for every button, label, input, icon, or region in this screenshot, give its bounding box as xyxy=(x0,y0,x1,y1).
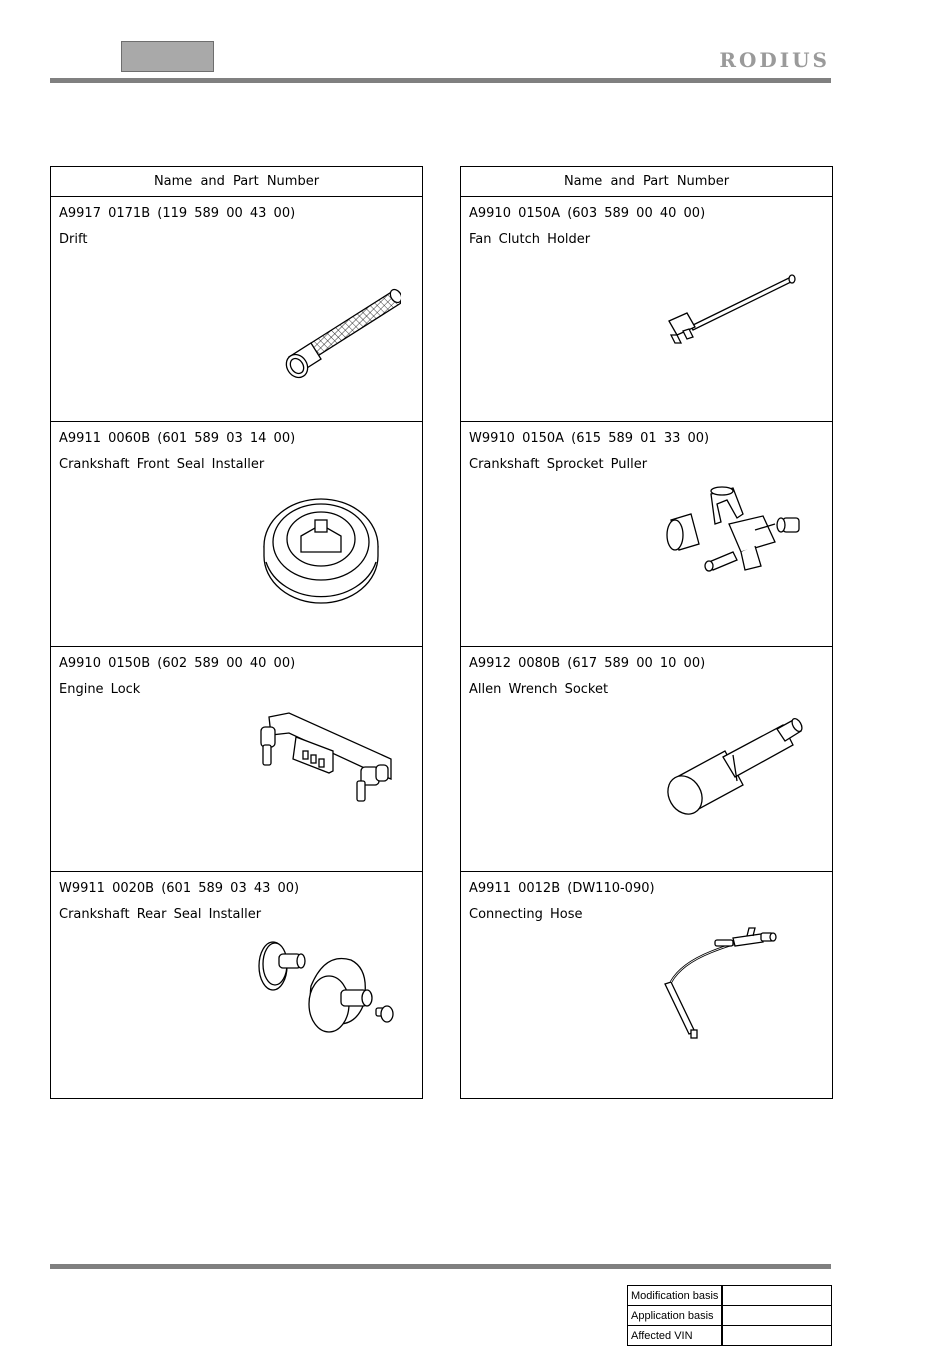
part-number: W9911 0020B (601 589 03 43 00) xyxy=(59,881,300,896)
affected-vin-value xyxy=(722,1326,831,1346)
tool-cell xyxy=(51,422,422,647)
modification-basis-label: Modification basis xyxy=(628,1286,723,1306)
tool-name: Crankshaft Rear Seal Installer xyxy=(59,907,262,922)
rear-seal-installer-icon xyxy=(241,924,401,1079)
drift-icon xyxy=(241,249,401,404)
allen-socket-icon xyxy=(651,699,811,854)
table-row xyxy=(628,1326,832,1346)
tool-cell xyxy=(51,647,422,872)
part-number: W9910 0150A (615 589 01 33 00) xyxy=(469,431,710,446)
part-number: A9911 0060B (601 589 03 14 00) xyxy=(59,431,296,446)
top-rule xyxy=(50,78,831,83)
part-number: A9910 0150A (603 589 00 40 00) xyxy=(469,206,706,221)
tool-cell xyxy=(461,422,832,647)
brand-logo: RODIUS xyxy=(719,48,830,72)
fan-clutch-holder-icon xyxy=(651,249,811,404)
table-header: Name and Part Number xyxy=(51,167,422,197)
table-row xyxy=(628,1306,832,1326)
tool-cell xyxy=(51,872,422,1097)
modification-table xyxy=(627,1285,832,1346)
tool-table-left xyxy=(50,166,423,1099)
engine-lock-icon xyxy=(241,699,401,854)
modification-basis-value xyxy=(722,1286,831,1306)
part-number: A9912 0080B (617 589 00 10 00) xyxy=(469,656,706,671)
tool-cell xyxy=(461,872,832,1097)
application-basis-value xyxy=(722,1306,831,1326)
tool-name: Drift xyxy=(59,232,88,247)
tool-name: Crankshaft Sprocket Puller xyxy=(469,457,648,472)
part-number: A9911 0012B (DW110-090) xyxy=(469,881,655,896)
part-number: A9910 0150B (602 589 00 40 00) xyxy=(59,656,296,671)
tool-cell xyxy=(461,647,832,872)
tool-name: Connecting Hose xyxy=(469,907,583,922)
tool-name: Engine Lock xyxy=(59,682,141,697)
table-header: Name and Part Number xyxy=(461,167,832,197)
bottom-rule xyxy=(50,1264,831,1269)
connecting-hose-icon xyxy=(651,924,811,1079)
tool-name: Allen Wrench Socket xyxy=(469,682,609,697)
table-row xyxy=(628,1286,832,1306)
sprocket-puller-icon xyxy=(651,474,811,629)
tool-name: Crankshaft Front Seal Installer xyxy=(59,457,265,472)
application-basis-label: Application basis xyxy=(628,1306,723,1326)
tool-cell xyxy=(461,197,832,422)
tool-cell xyxy=(51,197,422,422)
tool-name: Fan Clutch Holder xyxy=(469,232,591,247)
affected-vin-label: Affected VIN xyxy=(628,1326,723,1346)
tool-table-right xyxy=(460,166,833,1099)
seal-installer-icon xyxy=(241,474,401,629)
header-gray-tab xyxy=(121,41,214,72)
part-number: A9917 0171B (119 589 00 43 00) xyxy=(59,206,296,221)
